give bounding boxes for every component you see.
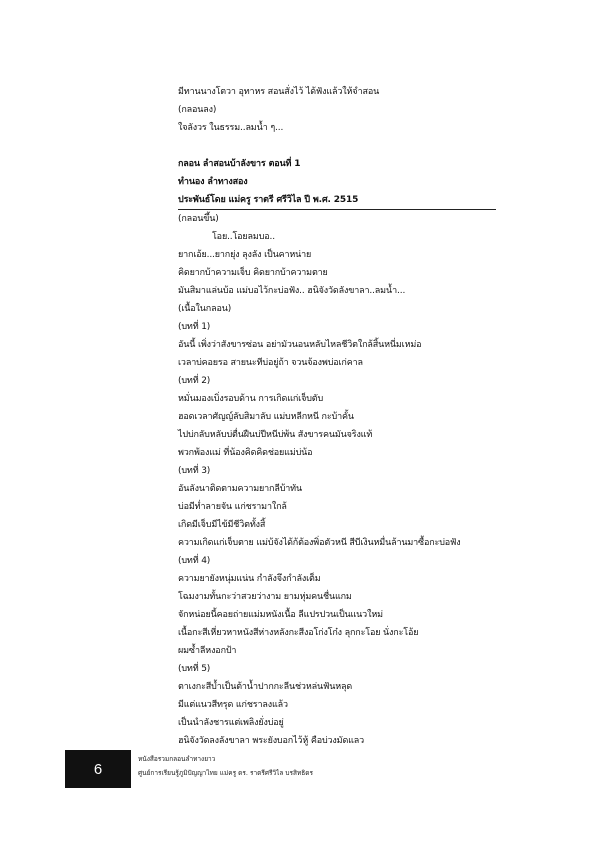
- poem-line: ยากเอ้ย...ยากยุ่ง ลุงลัง เป็นคาหน่าย: [178, 250, 312, 260]
- poem-line: ความเกิดแก่เจ็บตาย แม่บ้จังได้ก้ต้องพิ่อตัวหนี สีบีเงินหมื่นล้านมาซื้อกะบ่อฟัง: [178, 538, 461, 548]
- poem-line: มันสิมาแล่นบ้อ แม่บอไว้กะบ่อฟัง.. ฮนิจังวัดลังขาลา..ลมน้ำ...: [178, 286, 406, 296]
- poem-line: โอย..โอยลมบอ..: [212, 232, 275, 242]
- poem-line: พวกพ้องแม่ ที่น้องคิดคิดช่อยแม่บ่น้อ: [178, 448, 313, 458]
- intro-line-3: ใจลังวร ในธรรม..ลมน้ำ ๆ...: [178, 123, 284, 133]
- poem-line: ฮอดเวลาศัญญ์ลับสิมาลับ แม่บหลีกหนี กะบ้าคั้น: [178, 412, 354, 422]
- poem-line: ตาเงกะสีบ้ำเป็นต้าน้ำปากกะลีนช่วหล่นฟันหลุด: [178, 682, 353, 692]
- poem-line: (เนื้อในกลอน): [178, 304, 232, 314]
- poem-line: เนื้อกะสีเหี่ยวหาหนังสีห่างหลังกะสีงอโก่งโก๋ง ลุกกะโอย นั่งกะโอ้ย: [178, 628, 419, 638]
- poem-line: ฮนิจังวัดลงลังขาลา พระยังบอกไว้หู้ คือบ่วงมัดแลว: [178, 736, 365, 746]
- poem-line: โฉมงามทั้นกะว่าสวยว่างาม ยามหุ่มคนชื่นแกม: [178, 592, 352, 602]
- poem-line: คิดยากบ้าความเจ็บ คิดยากบ้าความตาย: [178, 268, 328, 278]
- poem-line: อันนี้ เพิ่งว่าสังขารซ่อน อย่ามัวนอนหลับไหลชีวิตใกล้สิ้นหนี่มเหม่อ: [178, 340, 422, 350]
- poem-line: ไปบ่กลับหลับบ่ตื่นฝืนบ่ปีหนีบ่พ้น สังขารคนมันจริงแท้: [178, 430, 373, 440]
- poem-line: จักหน่อยนี้คอยถ่ายแม่มหนังเนื้อ ลีแปรปวนเป็นแนวใหม่: [178, 610, 383, 620]
- poem-line: ผมซ้ำลีหงอกป้า: [178, 646, 237, 656]
- poem-line: บ่อมีท่ำลายจัน แก่ชรามาใกล้: [178, 502, 287, 512]
- poem-line: เวลาบ่คอยรอ สายนะทีบ่อยู่ถ้า จวนจ้องพบ่อเก่คาล: [178, 358, 363, 368]
- poem-line: อันลังนาติดตามความยากลีบ้าทัน: [178, 484, 302, 494]
- title-divider: [178, 209, 496, 210]
- footer-book-title: หนังสือรวมกลอนลำทางยาว: [138, 755, 216, 763]
- poem-line: (บทที่ 2): [178, 376, 211, 386]
- poem-line: มีแต่แนวสีทรุด แก่ชราลงแล้ว: [178, 700, 288, 710]
- poem-line: ความยายังหนุ่มแน่น กำลังจึงกำลังเต็ม: [178, 574, 321, 584]
- poem-line: หมั่นมองเบิ่งรอบด้าน การเกิดแก่เจ็บตับ: [178, 394, 324, 404]
- poem-line: (กลอนขึ้น): [178, 214, 219, 224]
- author-line: ประพันธ์โดย แม่ครู ราตรี ศรีวิไล ปี พ.ศ. 2515: [178, 195, 359, 205]
- poem-title: กลอน ลำสอนบ้าลังขาร ตอนที่ 1: [178, 159, 301, 169]
- poem-line: (บทที่ 3): [178, 466, 211, 476]
- melody-line: ทำนอง ลำทางสอง: [178, 177, 248, 187]
- intro-tag: (กลอนลง): [178, 105, 217, 115]
- poem-line: เกิดมีเจ็บมีไข้มีชีวิตทั้งสิ้: [178, 520, 266, 530]
- footer-publisher: ศูนย์การเรียนรู้ภูมิปัญญาไทย แม่ครู ดร. ราตรีศรีวิไล บรสิทธิดร: [138, 769, 313, 777]
- page-number-box: [65, 750, 131, 788]
- poem-line: (บทที่ 5): [178, 664, 211, 674]
- page-number: 6: [93, 760, 103, 778]
- poem-line: (บทที่ 4): [178, 556, 211, 566]
- intro-line-1: มีทานนางโตวา อุทาหร สอนสั่งไว้ ได้ฟังแล้วให้จำสอน: [178, 87, 380, 97]
- poem-line: (บทที่ 1): [178, 322, 211, 332]
- poem-line: เป็นนำลังชารแต่เพลิงยั่งบ่อยู่: [178, 718, 284, 728]
